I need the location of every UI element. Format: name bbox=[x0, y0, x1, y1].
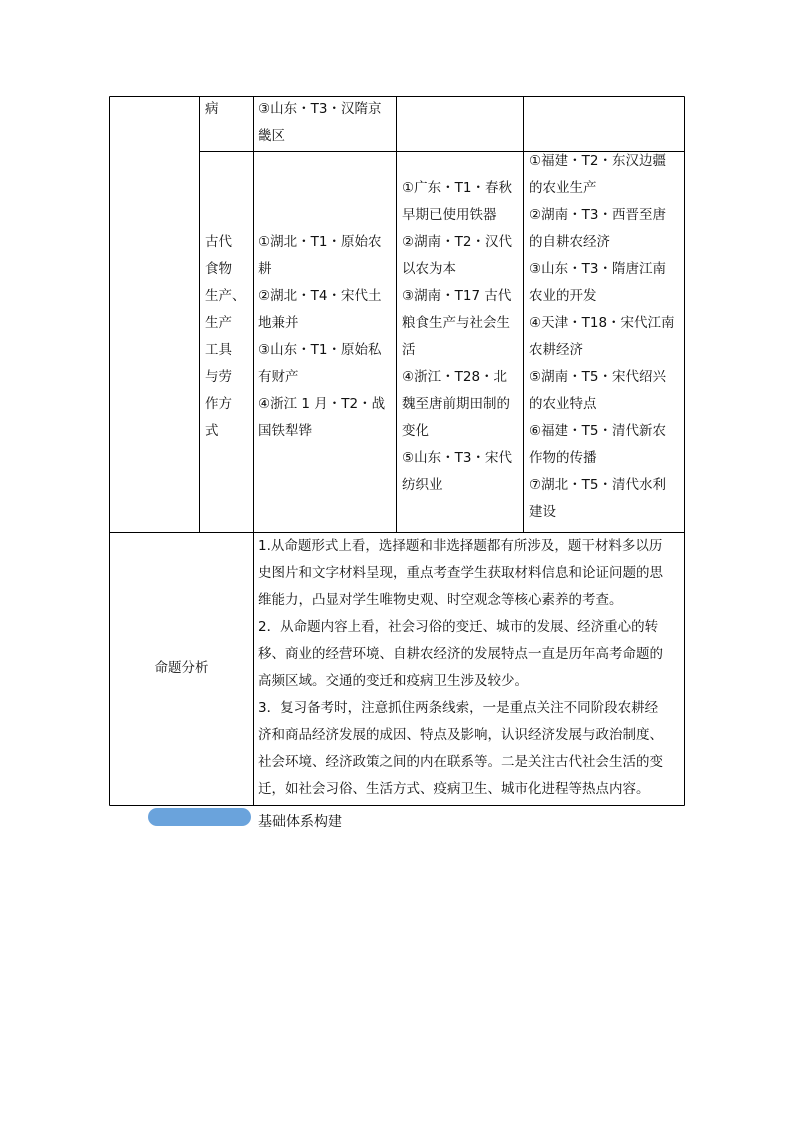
label-char: 劳 bbox=[218, 369, 232, 385]
label-char: 与 bbox=[205, 369, 219, 385]
row2-col4-line: ⑤湖南・T5・宋代绍兴 bbox=[529, 369, 666, 385]
row2-col3-line: 早期已使用铁器 bbox=[402, 207, 497, 223]
row2-col3-line: 活 bbox=[402, 342, 416, 358]
row2-col4-line: 的农业特点 bbox=[529, 396, 597, 412]
row1-col2-line: 畿区 bbox=[258, 128, 285, 144]
row2-col2-line: 地兼并 bbox=[258, 315, 299, 331]
row2-col3-line: 魏至唐前期田制的 bbox=[402, 396, 510, 412]
row2-col4-line: ①福建・T2・东汉边疆 bbox=[529, 153, 666, 169]
analysis-line: 1.从命题形式上看，选择题和非选择题都有所涉及，题干材料多以历 bbox=[258, 538, 663, 554]
row2-label-line bbox=[205, 283, 249, 310]
row2-col3-line: ⑤山东・T3・宋代 bbox=[402, 450, 512, 466]
row2-col3-line: ④浙江・T28・北 bbox=[402, 369, 508, 385]
analysis-line: 移、商业的经营环境、自耕农经济的发展特点一直是历年高考命题的 bbox=[258, 646, 663, 662]
row2-col4-line: ⑦湖北・T5・清代水利 bbox=[529, 477, 666, 493]
row2-label-line bbox=[205, 364, 247, 391]
row2-label-line bbox=[205, 310, 247, 337]
analysis-line: 社会环境、经济政策之间的内在联系等。二是关注古代社会生活的变 bbox=[258, 754, 663, 770]
label-char: 式 bbox=[205, 423, 219, 439]
row2-col2-line: ③山东・T1・原始私 bbox=[258, 342, 382, 358]
row2-col2-line: ①湖北・T1・原始农 bbox=[258, 234, 382, 250]
row2-col2-cell bbox=[258, 229, 394, 445]
label-char: 生产、 bbox=[205, 288, 246, 304]
row2-col2-line: 有财产 bbox=[258, 369, 299, 385]
row2-col2-line: ②湖北・T4・宋代土 bbox=[258, 288, 382, 304]
row2-col4-line: ④天津・T18・宋代江南 bbox=[529, 315, 675, 331]
label-char: 作 bbox=[205, 396, 219, 412]
row2-label-line bbox=[205, 229, 247, 256]
row2-col3-line: ③湖南・T17 古代 bbox=[402, 288, 512, 304]
label-char: 食 bbox=[205, 261, 219, 277]
label-char: 具 bbox=[218, 342, 232, 358]
analysis-line: 3．复习备考时，注意抓住两条线索，一是重点关注不同阶段农耕经 bbox=[258, 700, 659, 716]
row2-col4-cell bbox=[529, 148, 683, 526]
row2-col3-line: ①广东・T1・春秋 bbox=[402, 180, 512, 196]
row2-col2-line: ④浙江 1 月・T2・战 bbox=[258, 396, 386, 412]
analysis-line: 史图片和文字材料呈现，重点考查学生获取材料信息和论证问题的思 bbox=[258, 565, 663, 581]
row2-col2-line: 国铁犁铧 bbox=[258, 423, 312, 439]
label-char: 工 bbox=[205, 342, 219, 358]
row2-label-line bbox=[205, 418, 249, 445]
row2-col4-line: 建设 bbox=[529, 504, 556, 520]
row1-col2-cell bbox=[258, 96, 394, 150]
analysis-line: 迁，如社会习俗、生活方式、疫病卫生、城市化进程等热点内容。 bbox=[258, 781, 650, 797]
row2-col3-line: 纺织业 bbox=[402, 477, 443, 493]
row1-label-cell bbox=[205, 96, 219, 123]
analysis-line: 2．从命题内容上看，社会习俗的变迁、城市的发展、经济重心的转 bbox=[258, 619, 659, 635]
label-char: 代 bbox=[218, 234, 232, 250]
analysis-content-cell bbox=[258, 533, 682, 803]
analysis-label-cell bbox=[110, 655, 253, 682]
row2-label-line bbox=[205, 391, 247, 418]
analysis-line: 维能力，凸显对学生唯物史观、时空观念等核心素养的考查。 bbox=[258, 592, 623, 608]
row2-col3-line: 以农为本 bbox=[402, 261, 456, 277]
row2-col4-line: ②湖南・T3・西晋至唐 bbox=[529, 207, 666, 223]
row2-label-line bbox=[205, 256, 247, 283]
row2-col4-line: ③山东・T3・隋唐江南 bbox=[529, 261, 666, 277]
label-char: 方 bbox=[218, 396, 232, 412]
label-char: 生 bbox=[205, 315, 219, 331]
row2-col3-line: 变化 bbox=[402, 423, 429, 439]
section-title: 基础体系构建 bbox=[258, 814, 342, 830]
row2-col4-line: 农业的开发 bbox=[529, 288, 597, 304]
row2-col4-line: 农耕经济 bbox=[529, 342, 583, 358]
row2-col4-line: ⑥福建・T5・清代新农 bbox=[529, 423, 666, 439]
section-pill-decoration bbox=[148, 808, 251, 826]
label-char: 物 bbox=[218, 261, 232, 277]
row2-col3-line: 粮食生产与社会生 bbox=[402, 315, 510, 331]
row1-col2-line: ③山东・T3・汉隋京 bbox=[258, 101, 382, 117]
row2-col4-line: 作物的传播 bbox=[529, 450, 597, 466]
row2-label-line bbox=[205, 337, 247, 364]
row2-col3-cell bbox=[402, 175, 522, 499]
row2-col4-line: 的农业生产 bbox=[529, 180, 597, 196]
analysis-line: 济和商品经济发展的成因、特点及影响，认识经济发展与政治制度、 bbox=[258, 727, 663, 743]
row1-label: 病 bbox=[205, 101, 219, 117]
row2-col3-line: ②湖南・T2・汉代 bbox=[402, 234, 512, 250]
label-char: 古 bbox=[205, 234, 219, 250]
analysis-line: 高频区域。交通的变迁和疫病卫生涉及较少。 bbox=[258, 673, 528, 689]
analysis-label: 命题分析 bbox=[154, 660, 209, 676]
label-char: 产 bbox=[218, 315, 232, 331]
row2-label-cell bbox=[205, 229, 249, 445]
row2-col2-line: 耕 bbox=[258, 261, 272, 277]
row2-col4-line: 的自耕农经济 bbox=[529, 234, 610, 250]
